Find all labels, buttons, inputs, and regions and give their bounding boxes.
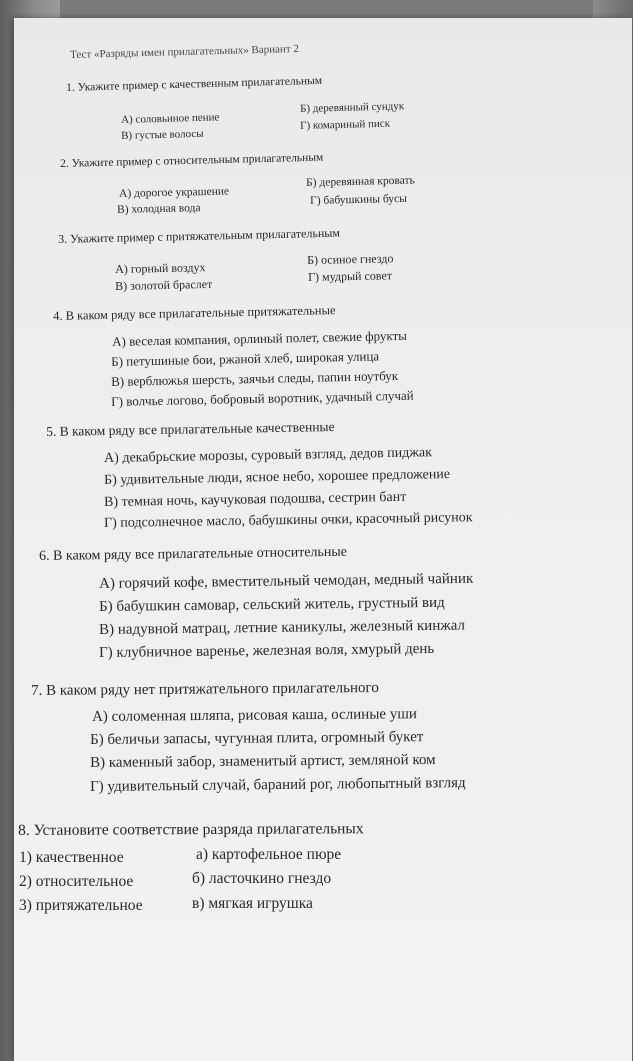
test-title: Тест «Разряды имен прилагательных» Вариант 2 [69, 43, 300, 61]
q3-option-c: В) золотой браслет [114, 276, 213, 293]
q4-option-a: А) веселая компания, орлиный полет, свежие фрукты [111, 327, 408, 349]
question-5: 5. В каком ряду все прилагательные качественные [45, 418, 335, 439]
q6-option-c: В) надувной матрац, летние каникулы, железный кинжал [98, 617, 466, 638]
q4-option-c: В) верблюжья шерсть, заячьи следы, папин ноутбук [110, 367, 399, 389]
question-2: 2. Укажите пример с относительным прилагательным [59, 151, 324, 170]
question-1: 1. Укажите пример с качественным прилагательным [65, 74, 323, 94]
q1-option-c: В) густые волосы [120, 127, 204, 142]
q4-option-d: Г) волчье логово, бобровый воротник, удачный случай [110, 387, 414, 409]
q4-option-b: Б) петушиные бои, ржаной хлеб, широкая улица [110, 348, 380, 369]
q7-option-a: А) соломенная шляпа, рисовая каша, ослиные уши [91, 706, 417, 725]
q5-option-d: Г) подсолнечное масло, бабушкины очки, красочный рисунок [103, 510, 473, 531]
q1-option-a: А) соловьиное пение [120, 111, 220, 126]
q8-left-1: 1) качественное [19, 849, 124, 866]
q3-option-a: А) горный воздух [114, 260, 206, 276]
q1-option-d: Г) комариный писк [299, 117, 391, 132]
q5-option-c: В) темная ночь, каучуковая подошва, сестрин бант [103, 489, 407, 510]
q8-right-a: а) картофельное пюре [196, 846, 342, 863]
q2-option-c: В) холодная вода [116, 202, 201, 216]
q2-option-a: А) дорогое украшение [118, 185, 230, 200]
question-6: 6. В каком ряду все прилагательные относительные [38, 544, 348, 564]
q7-option-b: Б) беличьи запасы, чугунная плита, огромный букет [89, 729, 424, 748]
q3-option-d: Г) мудрый совет [307, 268, 393, 284]
q1-option-b: Б) деревянный сундук [299, 100, 405, 115]
question-8: 8. Установите соответствие разряда прилагательных [17, 820, 364, 839]
q8-right-b: б) ласточкино гнездо [192, 870, 332, 887]
question-3: 3. Укажите пример с притяжательным прилагательным [57, 225, 341, 246]
q3-option-b: Б) осиное гнездо [306, 251, 394, 267]
question-4: 4. В каком ряду все прилагательные притяжательные [52, 303, 336, 323]
q8-right-c: в) мягкая игрушка [192, 895, 313, 912]
q8-left-3: 3) притяжательное [19, 897, 143, 914]
q5-option-a: А) декабрьские морозы, суровый взгляд, дедов пиджак [103, 445, 433, 466]
q6-option-b: Б) бабушкин самовар, сельский житель, грустный вид [98, 594, 445, 615]
q6-option-a: А) горячий кофе, вместительный чемодан, медный чайник [98, 570, 474, 592]
q7-option-d: Г) удивительный случай, бараний рог, любопытный взгляд [89, 775, 466, 795]
q2-option-d: Г) бабушкины бусы [309, 192, 408, 207]
question-7: 7. В каком ряду нет притяжательного прилагательного [30, 679, 379, 699]
q6-option-d: Г) клубничное варенье, железная воля, хмурый день [98, 640, 435, 661]
q2-option-b: Б) деревянная кровать [305, 174, 415, 189]
q5-option-b: Б) удивительные люди, ясное небо, хорошее предложение [103, 466, 451, 488]
q7-option-c: В) каменный забор, знаменитый артист, земляной ком [89, 751, 436, 771]
q8-left-2: 2) относительное [19, 873, 134, 890]
